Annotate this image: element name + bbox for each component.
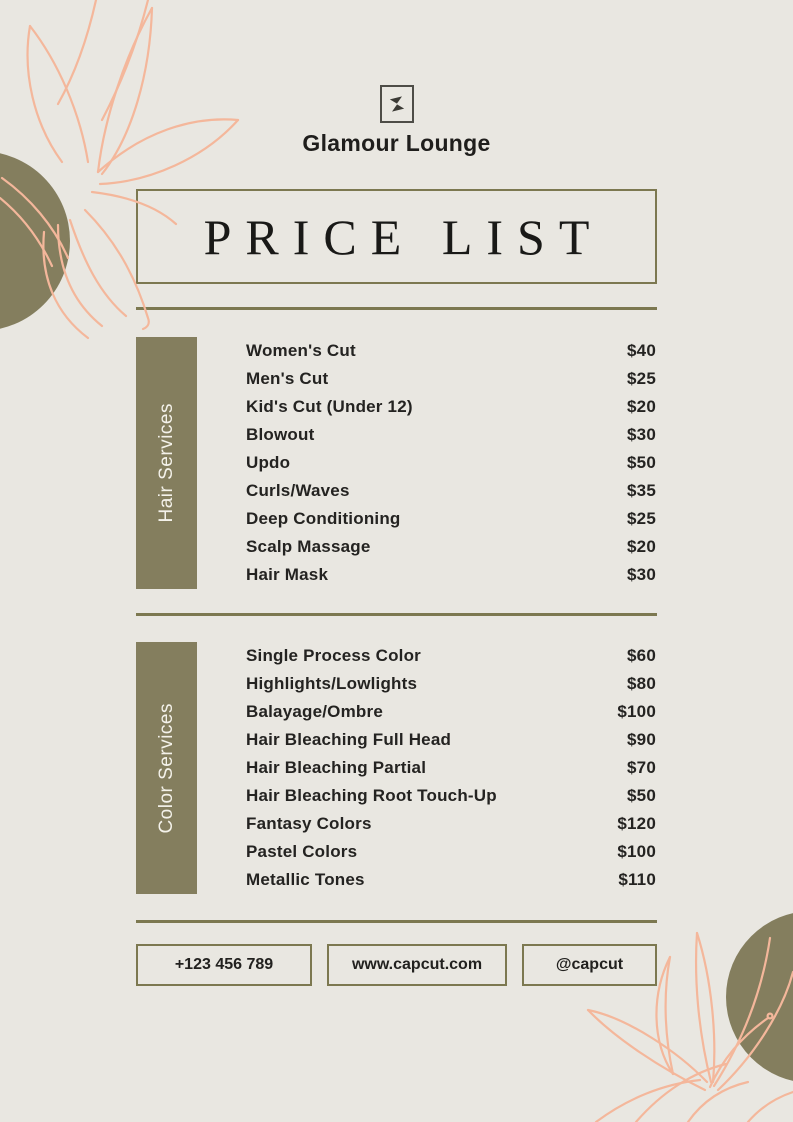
service-name: Hair Bleaching Root Touch-Up: [246, 786, 497, 805]
service-row: [246, 838, 656, 866]
service-name: Blowout: [246, 425, 315, 444]
service-price: $20: [627, 397, 656, 416]
divider-bottom: [136, 920, 657, 923]
capcut-logo-icon: [380, 85, 414, 123]
service-name: Hair Mask: [246, 565, 329, 584]
service-name: Men's Cut: [246, 369, 329, 388]
service-row: [246, 561, 656, 589]
service-price: $80: [627, 674, 656, 693]
section-color-services: [136, 642, 657, 894]
title-box: [136, 189, 657, 284]
divider-middle: [136, 613, 657, 616]
service-name: Fantasy Colors: [246, 814, 372, 833]
floral-decoration-top-left: [0, 0, 300, 360]
service-row: [246, 866, 656, 894]
service-price: $70: [627, 758, 656, 777]
service-price: $100: [617, 842, 656, 861]
service-row: [246, 337, 656, 365]
service-row: [246, 670, 656, 698]
contact-bar: [136, 944, 657, 986]
section-label-hair-services: [136, 337, 197, 589]
service-row: [246, 365, 656, 393]
divider-top: [136, 307, 657, 310]
service-name: Highlights/Lowlights: [246, 674, 418, 693]
service-name: Kid's Cut (Under 12): [246, 397, 413, 416]
color-services-list: [197, 642, 657, 894]
service-price: $50: [627, 786, 656, 805]
lily-line-art-top-left: [0, 0, 238, 338]
phone-box: [136, 944, 312, 986]
service-price: $30: [627, 425, 656, 444]
service-price: $40: [627, 341, 656, 360]
service-name: Metallic Tones: [246, 870, 365, 889]
service-name: Deep Conditioning: [246, 509, 401, 528]
olive-circle-bottom-right: [726, 911, 793, 1083]
hair-services-list: [197, 337, 657, 589]
phone-number: +123 456 789: [174, 956, 274, 973]
service-row: [246, 421, 656, 449]
social-box: [522, 944, 657, 986]
service-name: Hair Bleaching Full Head: [246, 730, 452, 749]
service-name: Curls/Waves: [246, 481, 350, 500]
service-price: $100: [617, 702, 656, 721]
service-price: $20: [627, 537, 656, 556]
service-name: Updo: [246, 453, 291, 472]
service-price: $30: [627, 565, 656, 584]
olive-circle-top-left: [0, 151, 70, 331]
service-name: Single Process Color: [246, 646, 421, 665]
section-hair-services: [136, 337, 657, 589]
section-label-color-services: [136, 642, 197, 894]
floral-decoration-bottom-right: [540, 890, 793, 1122]
service-price: $120: [617, 814, 656, 833]
section-label-text: Color Services: [155, 702, 177, 834]
service-row: [246, 810, 656, 838]
service-name: Women's Cut: [246, 341, 356, 360]
service-price: $110: [618, 870, 656, 889]
service-row: [246, 505, 656, 533]
website-url: www.capcut.com: [351, 956, 483, 973]
service-price: $50: [627, 453, 656, 472]
service-row: [246, 393, 656, 421]
service-price: $25: [627, 369, 656, 388]
service-name: Balayage/Ombre: [246, 702, 383, 721]
brand-name: Glamour Lounge: [302, 130, 491, 156]
service-name: Hair Bleaching Partial: [246, 758, 427, 777]
service-row: [246, 642, 656, 670]
service-price: $25: [627, 509, 656, 528]
service-row: [246, 449, 656, 477]
social-handle: @capcut: [555, 956, 624, 973]
service-price: $35: [627, 481, 656, 500]
page-title: PRICE LIST: [203, 208, 604, 265]
service-row: [246, 782, 656, 810]
service-row: [246, 726, 656, 754]
service-price: $60: [627, 646, 656, 665]
service-row: [246, 698, 656, 726]
service-row: [246, 533, 656, 561]
website-box: [327, 944, 507, 986]
service-row: [246, 754, 656, 782]
section-label-text: Hair Services: [155, 403, 177, 523]
service-name: Pastel Colors: [246, 842, 358, 861]
service-name: Scalp Massage: [246, 537, 371, 556]
service-row: [246, 477, 656, 505]
service-price: $90: [627, 730, 656, 749]
